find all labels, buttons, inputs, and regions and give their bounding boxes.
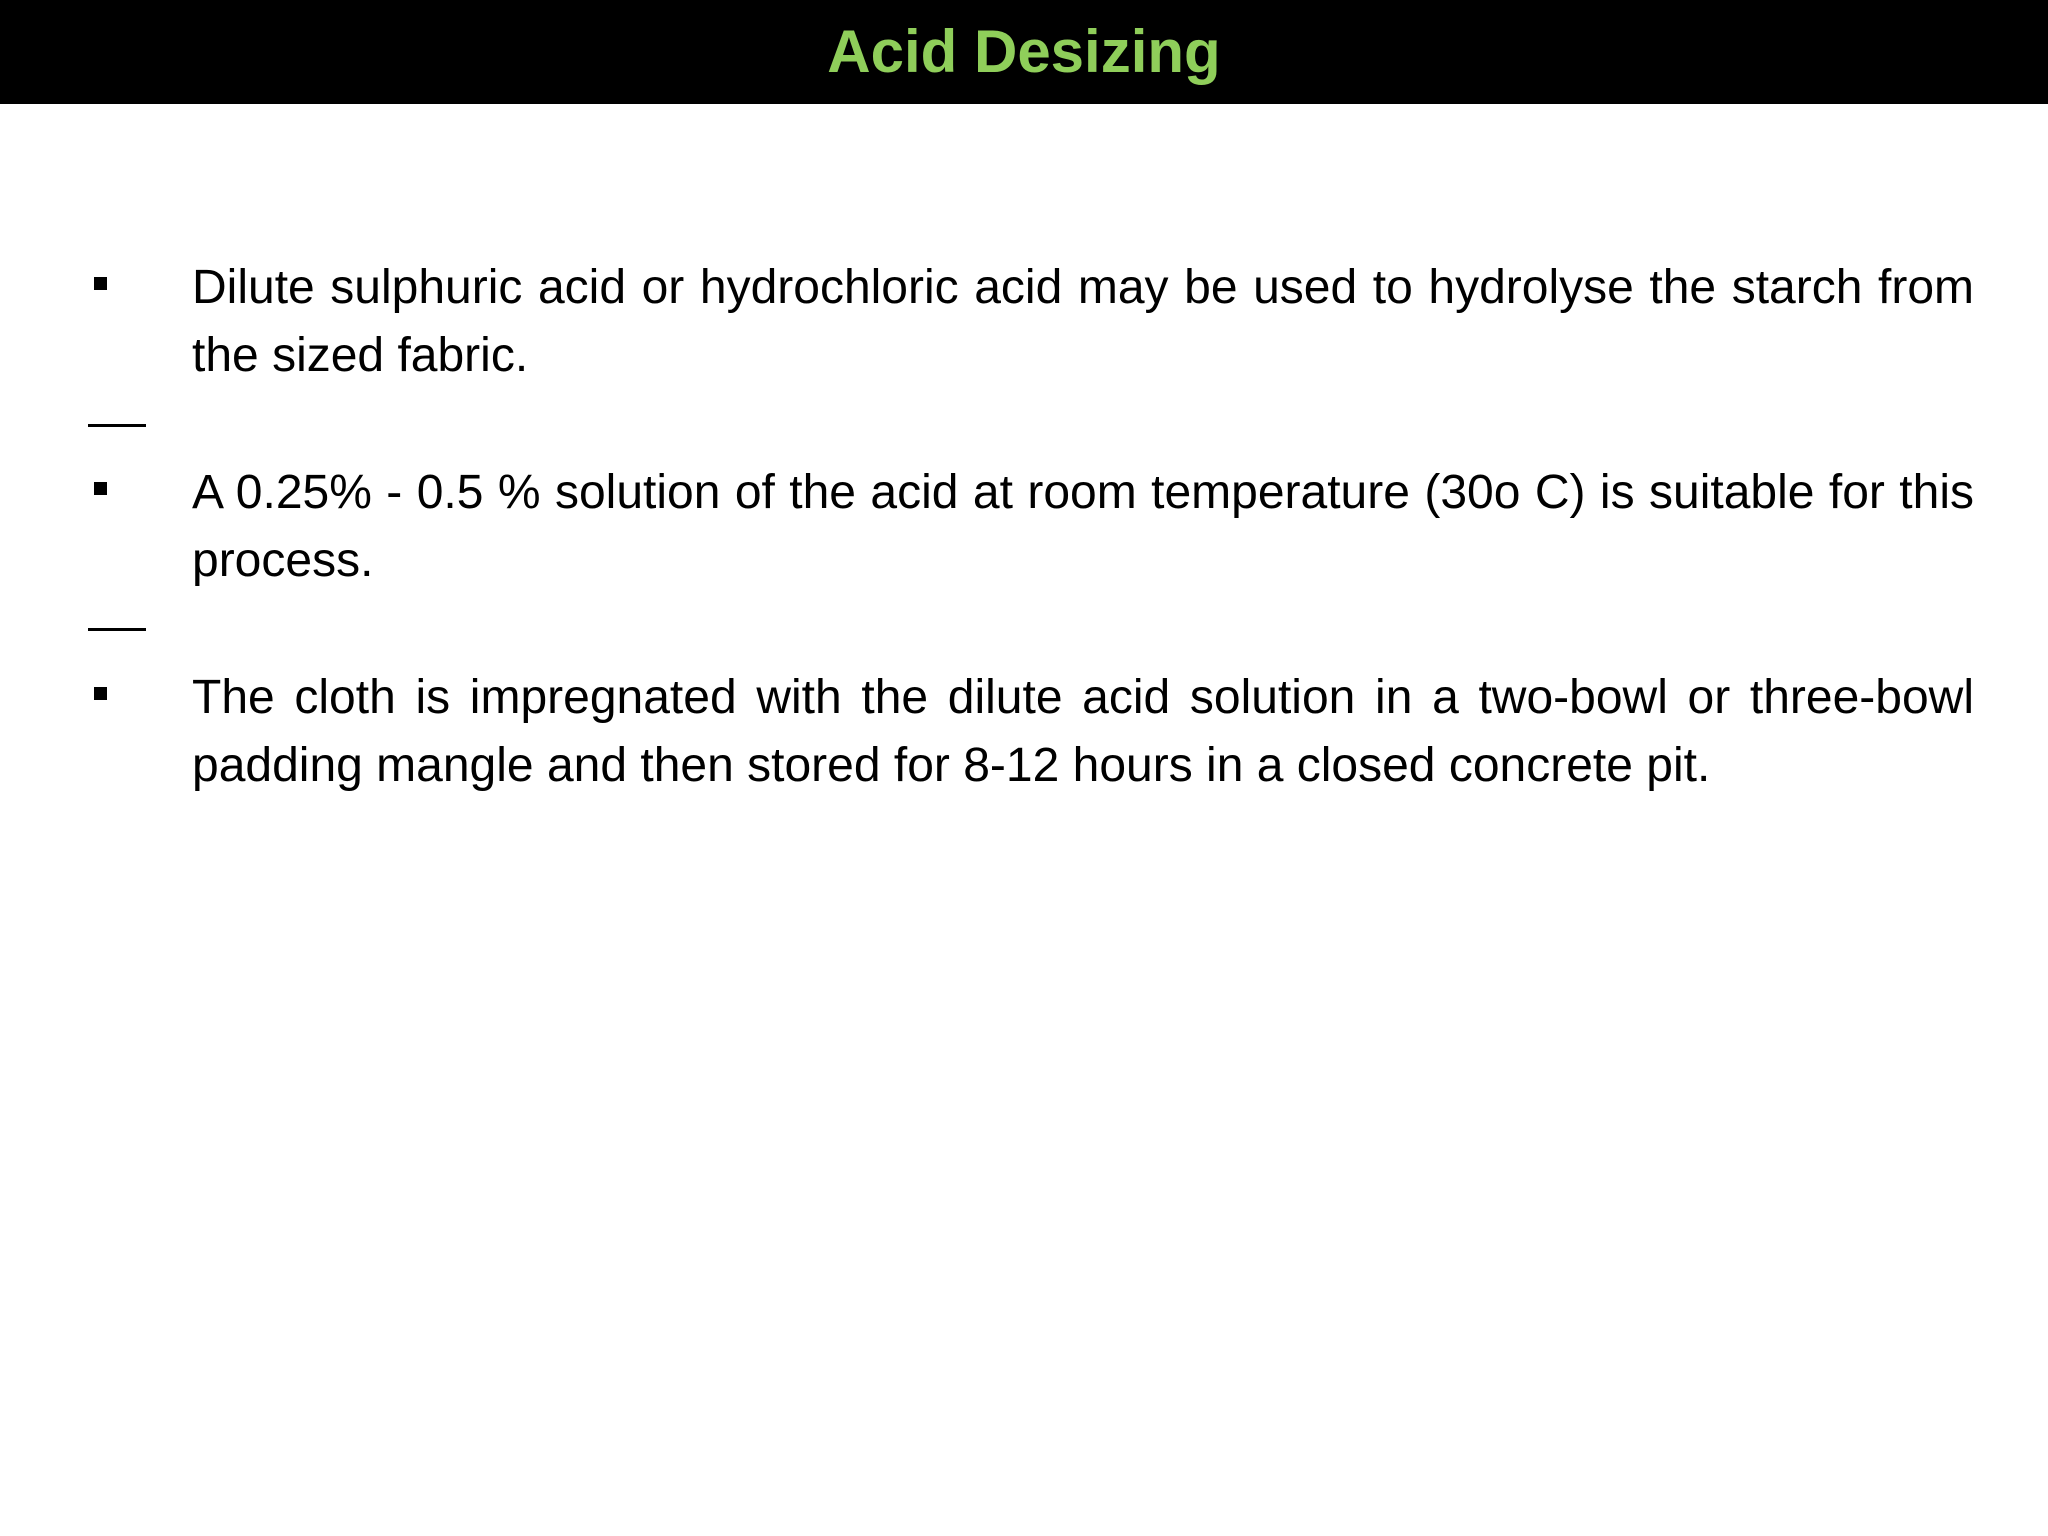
square-bullet-icon <box>94 277 107 290</box>
separator-dash-2 <box>88 628 146 631</box>
square-bullet-icon <box>94 482 107 495</box>
bullet-text-3: The cloth is impregnated with the dilute acid solution in a two-bowl or three-bowl padding mangle and then stored for 8-12 hours in a closed concrete pit. <box>192 671 1974 792</box>
bullet-text-1: Dilute sulphuric acid or hydrochloric acid may be used to hydrolyse the starch from the sized fabric. <box>192 261 1974 382</box>
bullet-text-2: A 0.25% - 0.5 % solution of the acid at room temperature (30o C) is suitable for this process. <box>192 466 1974 587</box>
slide-title: Acid Desizing <box>827 18 1221 85</box>
square-bullet-icon <box>94 687 107 700</box>
separator-dash-1 <box>88 424 146 427</box>
